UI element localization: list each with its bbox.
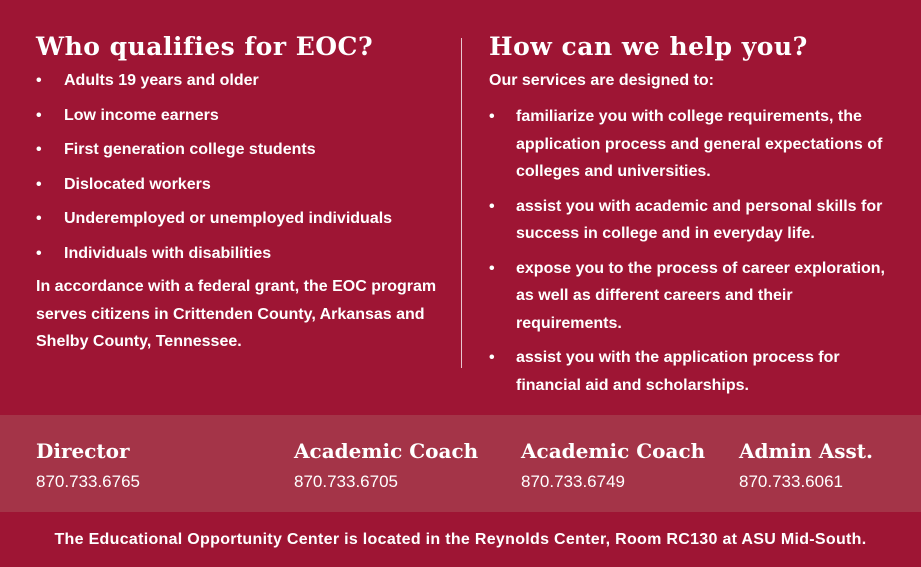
list-item-text: Low income earners (64, 106, 219, 124)
list-item-text: Dislocated workers (64, 175, 211, 193)
list-item-text: Underemployed or unemployed individuals (64, 210, 393, 227)
list-item-text: assist you with the application process for financial aid and scholarships. (516, 349, 840, 394)
contact-phone[interactable]: 870.733.6749 (521, 472, 625, 491)
list-item (489, 344, 899, 399)
bullet-icon: • (489, 108, 495, 125)
bullet-icon: • (36, 244, 42, 262)
contact-admin-asst (739, 439, 873, 492)
bullet-icon: • (36, 141, 42, 158)
list-item (489, 255, 899, 338)
contact-academic-coach-2 (521, 439, 705, 492)
bullet-icon: • (36, 175, 42, 193)
services-intro: Our services are designed to: (489, 72, 714, 89)
bullet-icon: • (489, 197, 495, 215)
list-item (36, 107, 448, 142)
list-item (36, 210, 448, 245)
column-divider (461, 38, 462, 368)
bullet-icon: • (489, 259, 495, 277)
contacts-band (0, 415, 921, 512)
list-item (36, 176, 448, 211)
list-item (489, 193, 899, 248)
contact-role: Academic Coach (294, 439, 479, 463)
service-area-paragraph: In accordance with a federal grant, the EOC program serves citizens in Crittenden County, Arkansas and Shelby County, Tennessee. (36, 278, 437, 350)
list-item-text: expose you to the process of career exploration, as well as different careers and their requirements. (516, 259, 885, 332)
contact-phone[interactable]: 870.733.6705 (294, 472, 398, 491)
bullet-icon: • (36, 106, 42, 124)
contact-role: Admin Asst. (739, 439, 874, 463)
services-list (489, 103, 899, 399)
list-item (489, 103, 899, 186)
list-item-text: Individuals with disabilities (64, 244, 272, 262)
contact-academic-coach-1 (294, 439, 478, 492)
qualifications-list (36, 72, 448, 279)
contact-phone[interactable]: 870.733.6765 (36, 472, 140, 491)
list-item (36, 72, 448, 107)
location-footer: The Educational Opportunity Center is located in the Reynolds Center, Room RC130 at ASU Mid-South. (54, 530, 867, 548)
bullet-icon: • (36, 210, 42, 227)
list-item-text: Adults 19 years and older (64, 72, 259, 89)
contact-phone[interactable]: 870.733.6061 (739, 472, 843, 491)
list-item (36, 245, 448, 280)
contact-director (36, 439, 140, 492)
bullet-icon: • (489, 349, 495, 366)
qualifications-column (36, 30, 448, 356)
services-column (489, 30, 899, 406)
qualifications-heading: Who qualifies for EOC? (36, 32, 374, 61)
list-item-text: First generation college students (64, 141, 316, 158)
contact-role: Director (36, 439, 130, 463)
contact-role: Academic Coach (521, 439, 706, 463)
list-item (36, 141, 448, 176)
bullet-icon: • (36, 72, 42, 89)
services-heading: How can we help you? (489, 32, 808, 61)
list-item-text: familiarize you with college requirements, the application process and general expectations of colleges and universities. (516, 108, 883, 180)
list-item-text: assist you with academic and personal skills for success in college and in everyday life. (516, 197, 883, 242)
